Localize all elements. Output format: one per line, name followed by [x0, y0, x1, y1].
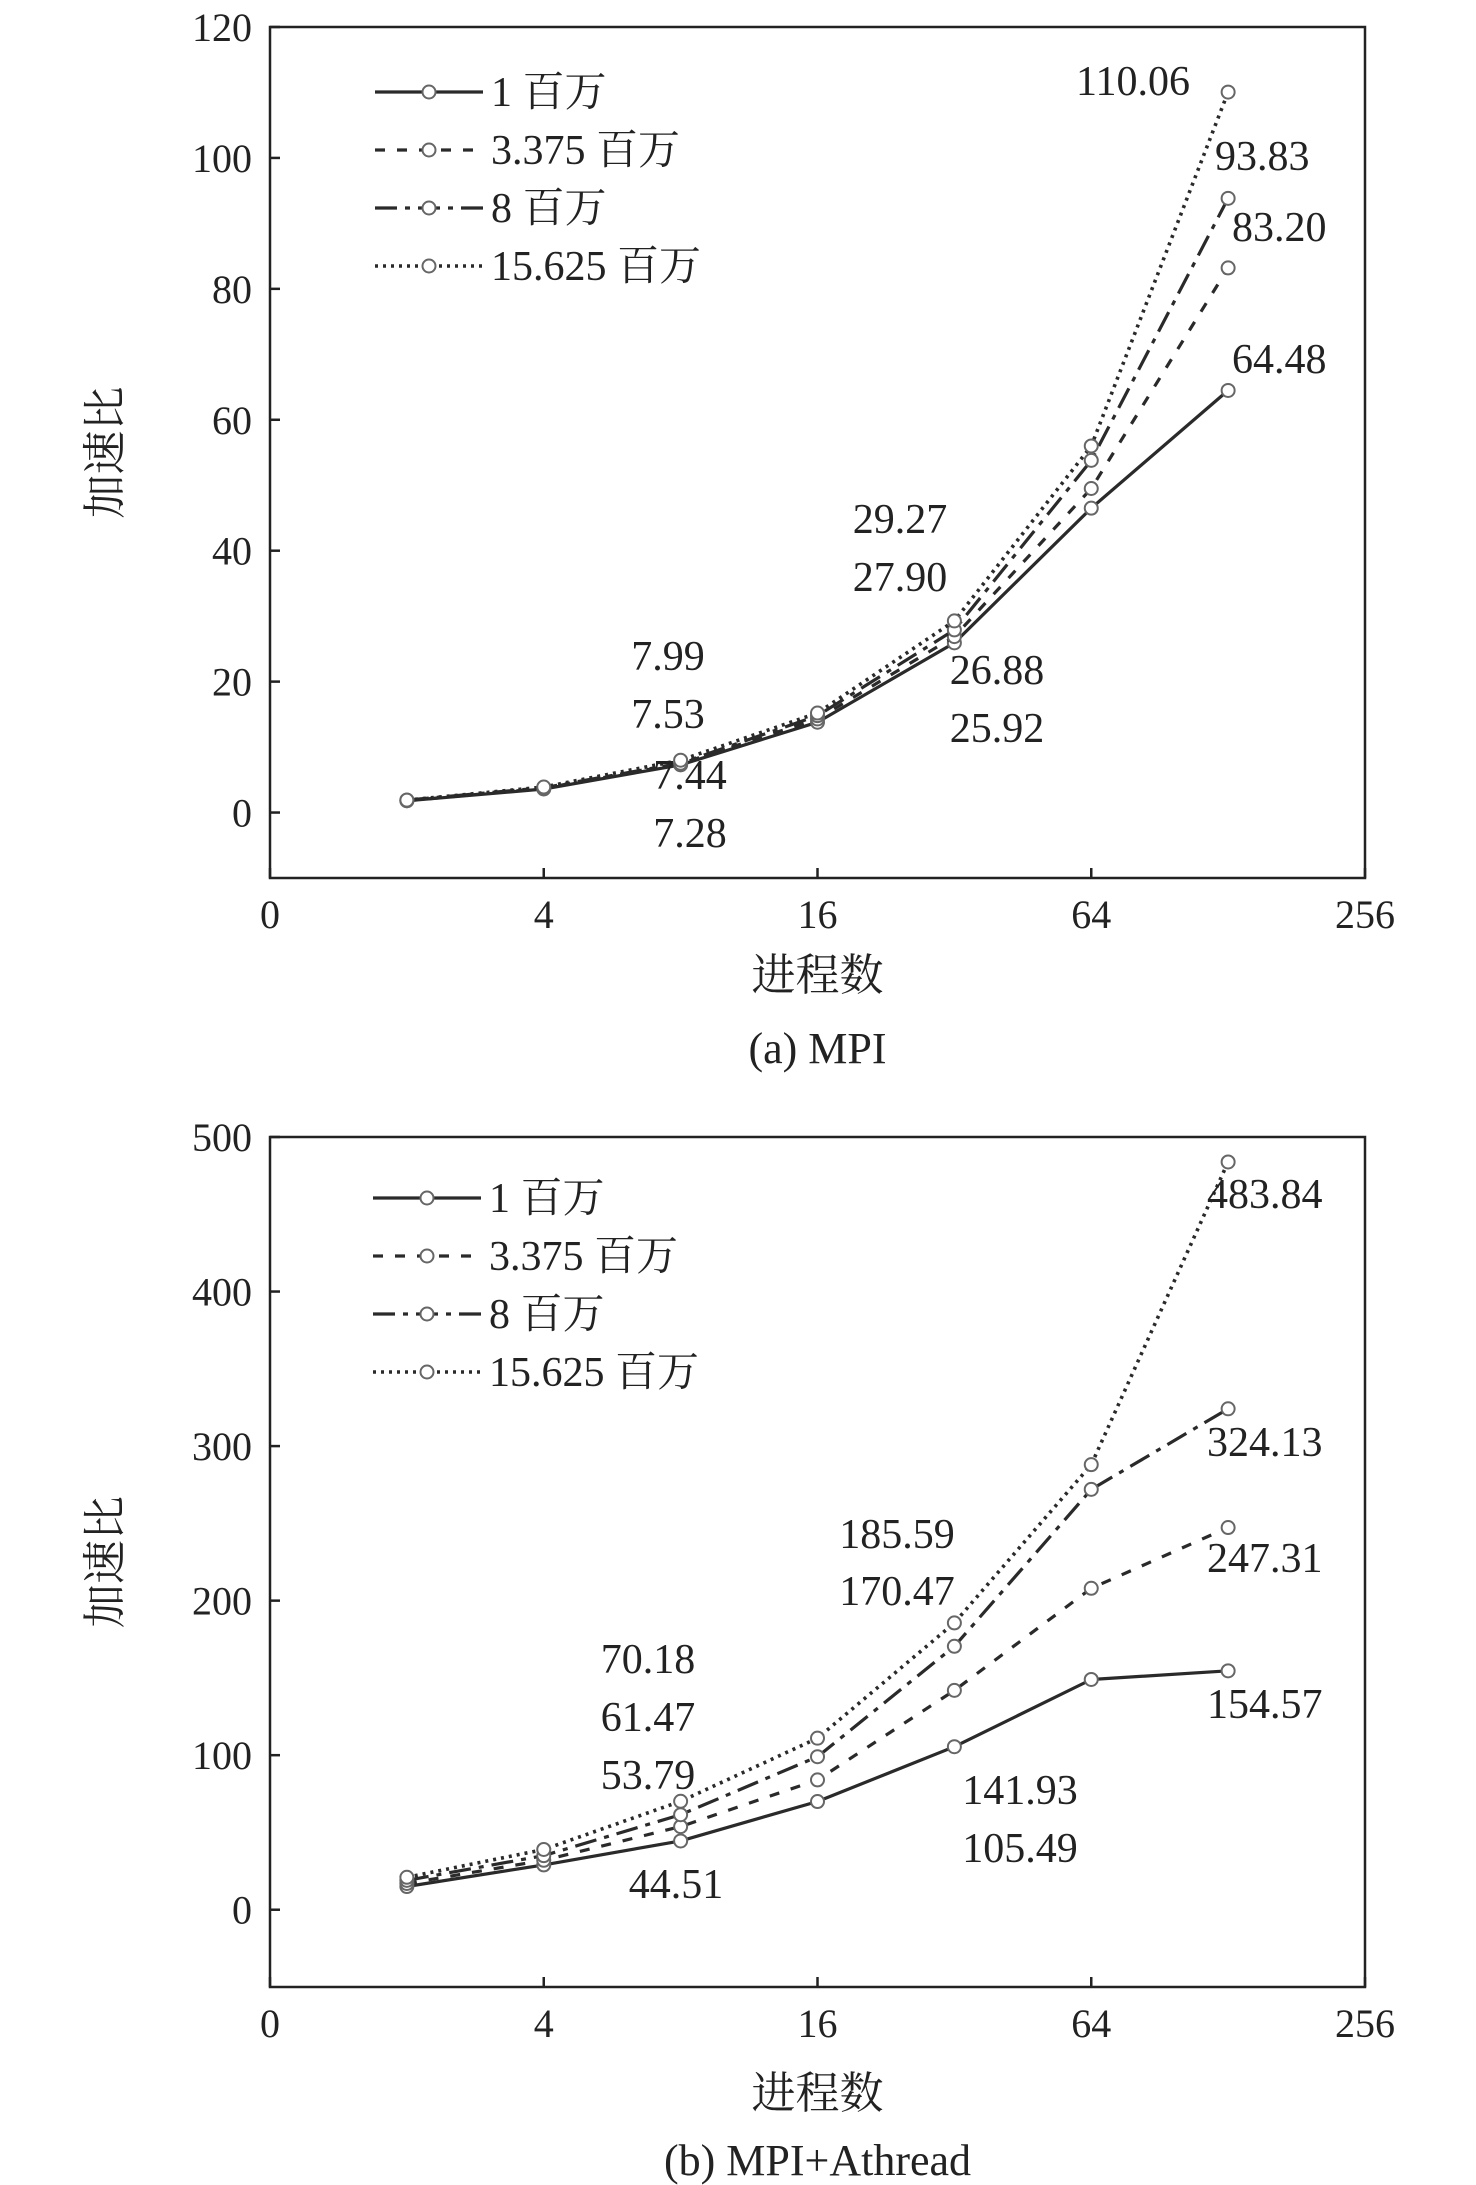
x-tick-label: 4: [533, 2001, 554, 2046]
data-point: [674, 1808, 687, 1821]
data-label: 25.92: [949, 706, 1045, 752]
y-tick-label: 100: [192, 135, 252, 181]
chart-panel-b: [81, 1115, 1395, 2185]
data-label: 7.44: [653, 753, 727, 799]
data-label: 247.31: [1207, 1536, 1323, 1582]
data-label: 154.57: [1207, 1682, 1323, 1728]
data-label: 64.48: [1232, 337, 1327, 383]
data-label: 7.99: [631, 634, 705, 680]
legend-label-3: 8 百万: [491, 186, 607, 232]
data-point: [948, 1616, 961, 1629]
data-point: [1222, 384, 1235, 397]
data-label: 105.49: [962, 1826, 1078, 1872]
series-line-1: [407, 390, 1228, 800]
data-label: 53.79: [600, 1753, 696, 1799]
y-axis-title: 加速比: [81, 1496, 130, 1628]
legend-marker: [423, 260, 436, 273]
x-tick-label: 4: [533, 892, 554, 937]
y-tick-label: 120: [192, 5, 252, 50]
data-point: [811, 1795, 824, 1808]
y-tick-label: 400: [192, 1269, 252, 1315]
data-point: [1085, 1458, 1098, 1471]
data-point: [1085, 502, 1098, 515]
legend-marker: [421, 1250, 434, 1263]
data-point: [400, 1871, 413, 1884]
y-tick-label: 500: [192, 1115, 252, 1160]
data-point: [948, 1640, 961, 1653]
panel-caption: (a) MPI: [748, 1024, 887, 1073]
data-label: 83.20: [1232, 205, 1327, 251]
data-label: 141.93: [962, 1768, 1078, 1814]
x-tick-label: 16: [797, 892, 838, 937]
data-label: 170.47: [839, 1569, 955, 1615]
data-point: [1222, 86, 1235, 99]
legend-marker: [421, 1308, 434, 1321]
data-label: 324.13: [1207, 1420, 1323, 1466]
y-tick-label: 80: [212, 266, 252, 312]
data-label: 29.27: [852, 497, 948, 543]
x-tick-label: 0: [260, 2001, 280, 2046]
data-point: [948, 1684, 961, 1697]
data-point: [674, 1834, 687, 1847]
data-label: 44.51: [628, 1862, 724, 1908]
data-label: 27.90: [852, 555, 948, 601]
y-tick-label: 200: [192, 1578, 252, 1624]
x-tick-label: 64: [1071, 892, 1112, 937]
y-axis-title: 加速比: [81, 386, 130, 519]
data-label: 61.47: [600, 1695, 696, 1741]
data-point: [1222, 1155, 1235, 1168]
y-tick-label: 100: [192, 1733, 252, 1779]
x-tick-label: 16: [797, 2001, 838, 2046]
data-label: 185.59: [839, 1512, 955, 1558]
y-tick-label: 60: [212, 397, 252, 443]
x-tick-label: 0: [260, 892, 280, 937]
data-label: 7.28: [653, 811, 727, 857]
data-point: [537, 1843, 550, 1856]
series-line-2: [407, 1528, 1228, 1884]
y-tick-label: 0: [232, 790, 252, 836]
data-point: [811, 1750, 824, 1763]
data-label: 483.84: [1207, 1172, 1323, 1218]
data-point: [1222, 1402, 1235, 1415]
panel-caption: (b) MPI+Athread: [663, 2136, 972, 2185]
y-tick-label: 300: [192, 1424, 252, 1470]
legend-label-2: 3.375 百万: [491, 128, 681, 174]
y-tick-label: 0: [232, 1887, 252, 1933]
data-point: [1085, 454, 1098, 467]
data-point: [1222, 1521, 1235, 1534]
plot-frame: [270, 1137, 1365, 1987]
legend-label-1: 1 百万: [491, 70, 607, 116]
data-point: [1085, 1673, 1098, 1686]
legend-marker: [423, 144, 436, 157]
data-point: [1085, 482, 1098, 495]
data-label: 93.83: [1215, 134, 1310, 180]
data-label: 26.88: [949, 648, 1045, 694]
legend-label-2: 3.375 百万: [489, 1234, 679, 1280]
legend-label-3: 8 百万: [489, 1292, 605, 1338]
data-point: [948, 1740, 961, 1753]
data-label: 70.18: [600, 1637, 696, 1683]
x-tick-label: 256: [1335, 2001, 1395, 2046]
chart-panel-a: [81, 5, 1395, 1073]
data-point: [1085, 1582, 1098, 1595]
data-point: [948, 614, 961, 627]
data-point: [1222, 192, 1235, 205]
x-tick-label: 256: [1335, 892, 1395, 937]
y-tick-label: 20: [212, 659, 252, 705]
data-label: 7.53: [631, 692, 705, 738]
legend-marker: [421, 1366, 434, 1379]
legend-label-1: 1 百万: [489, 1176, 605, 1222]
data-point: [1085, 439, 1098, 452]
data-point: [537, 781, 550, 794]
legend-label-4: 15.625 百万: [491, 244, 702, 290]
data-point: [811, 707, 824, 720]
legend-label-4: 15.625 百万: [489, 1350, 700, 1396]
legend-marker: [423, 86, 436, 99]
series-line-3: [407, 1409, 1228, 1881]
data-label: 110.06: [1076, 59, 1190, 105]
legend-marker: [423, 202, 436, 215]
x-axis-title: 进程数: [751, 951, 884, 1000]
data-point: [811, 1773, 824, 1786]
data-point: [1222, 261, 1235, 274]
data-point: [1222, 1664, 1235, 1677]
data-point: [400, 794, 413, 807]
data-point: [811, 1732, 824, 1745]
y-tick-label: 40: [212, 528, 252, 574]
x-tick-label: 64: [1071, 2001, 1112, 2046]
data-point: [1085, 1483, 1098, 1496]
legend-marker: [421, 1192, 434, 1205]
x-axis-title: 进程数: [751, 2069, 884, 2118]
